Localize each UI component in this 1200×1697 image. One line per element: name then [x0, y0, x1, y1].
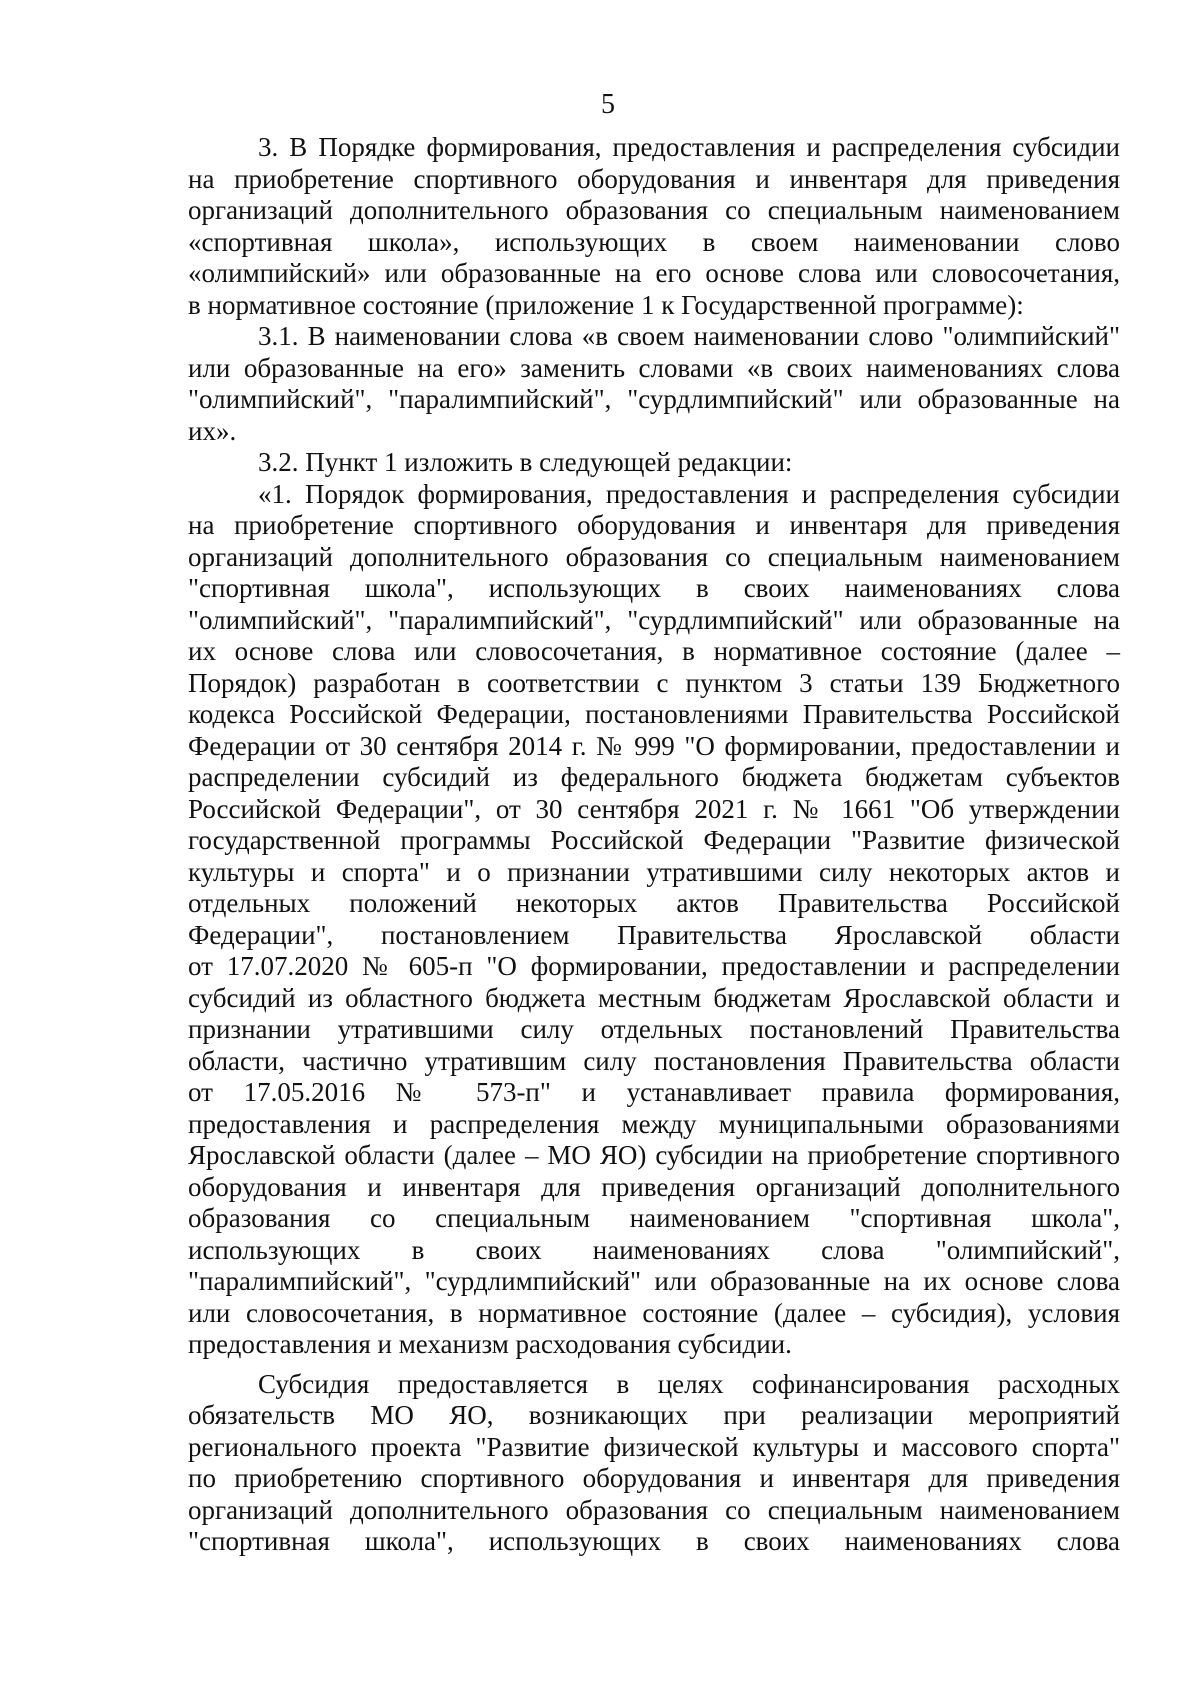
text-line: на приобретение спортивного оборудования и инвентаря для приведения: [188, 163, 1120, 194]
text-line: организаций дополнительного образования со специальным наименованием: [188, 1494, 1120, 1525]
text-line: Российской Федерации", от 30 сентября 2021 г. № 1661 "Об утверждении: [188, 793, 1120, 824]
text-line: предоставления и механизм расходования субсидии.: [188, 1329, 792, 1359]
text-line: Субсидия предоставляется в целях софинансирования расходных: [258, 1368, 1120, 1399]
text-line: организаций дополнительного образования со специальным наименованием: [188, 541, 1120, 572]
text-line: «спортивная школа», использующих в своем наименовании слово: [188, 226, 1120, 257]
page-number: 5: [601, 89, 615, 120]
text-line: использующих в своих наименованиях слова "олимпийский",: [188, 1234, 1120, 1265]
text-line: Федерации от 30 сентября 2014 г. № 999 "О формировании, предоставлении и: [188, 730, 1120, 761]
text-line: 3. В Порядке формирования, предоставления и распределения субсидии: [258, 132, 1120, 162]
paragraph-3-2: [188, 447, 1120, 479]
text-line: 3.1. В наименовании слова «в своем наименовании слово "олимпийский": [258, 321, 1120, 351]
text-line: или образованные на его» заменить словами «в своих наименованиях слова: [188, 352, 1120, 383]
text-line: организаций дополнительного образования со специальным наименованием: [188, 195, 1120, 225]
document-body: [188, 132, 1120, 1558]
paragraph-1-quoted: [188, 479, 1120, 1361]
text-line: распределении субсидий из федерального бюджета бюджетам субъектов: [188, 762, 1120, 792]
paragraph-3-1: [188, 321, 1120, 447]
text-line: их основе слова или словосочетания, в нормативное состояние (далее –: [188, 636, 1120, 666]
text-line: кодекса Российской Федерации, постановлениями Правительства Российской: [188, 699, 1120, 729]
text-line: 3.2. Пункт 1 изложить в следующей редакции:: [258, 447, 793, 477]
text-line: или словосочетания, в нормативное состояние (далее – субсидия), условия: [188, 1297, 1120, 1328]
paragraph-subsidy: [188, 1369, 1120, 1558]
text-line: «1. Порядок формирования, предоставления и распределения субсидии: [258, 478, 1120, 509]
text-line: обязательств МО ЯО, возникающих при реализации мероприятий: [188, 1400, 1120, 1430]
text-line: "паралимпийский", "сурдлимпийский" или образованные на их основе слова: [188, 1266, 1120, 1296]
text-line: оборудования и инвентаря для приведения организаций дополнительного: [188, 1171, 1120, 1202]
text-line: "олимпийский", "паралимпийский", "сурдлимпийский" или образованные на: [188, 604, 1120, 635]
text-line: культуры и спорта" и о признании утратившими силу некоторых актов и: [188, 856, 1120, 887]
text-line: на приобретение спортивного оборудования и инвентаря для приведения: [188, 510, 1120, 540]
text-line: Федерации", постановлением Правительства Ярославской области: [188, 919, 1120, 950]
text-line: «олимпийский» или образованные на его основе слова или словосочетания,: [188, 258, 1120, 288]
text-line: области, частично утратившим силу постановления Правительства области: [188, 1045, 1120, 1076]
text-line: Порядок) разработан в соответствии с пунктом 3 статьи 139 Бюджетного: [188, 667, 1120, 698]
text-line: их».: [188, 415, 237, 446]
text-line: государственной программы Российской Федерации "Развитие физической: [188, 825, 1120, 855]
text-line: от 17.07.2020 № 605-п "О формировании, предоставлении и распределении: [188, 951, 1120, 981]
text-line: в нормативное состояние (приложение 1 к Государственной программе):: [188, 289, 1024, 320]
text-line: "олимпийский", "паралимпийский", "сурдлимпийский" или образованные на: [188, 384, 1120, 414]
text-line: "спортивная школа", использующих в своих наименованиях слова: [188, 573, 1120, 603]
text-line: субсидий из областного бюджета местным бюджетам Ярославской области и: [188, 982, 1120, 1013]
text-line: Ярославской области (далее – МО ЯО) субсидии на приобретение спортивного: [188, 1140, 1120, 1170]
text-line: признании утратившими силу отдельных постановлений Правительства: [188, 1014, 1120, 1044]
text-line: образования со специальным наименованием "спортивная школа",: [188, 1203, 1120, 1233]
text-line: отдельных положений некоторых актов Правительства Российской: [188, 888, 1120, 918]
text-line: регионального проекта "Развитие физической культуры и массового спорта": [188, 1431, 1120, 1462]
paragraph-3: [188, 132, 1120, 321]
text-line: от 17.05.2016 № 573-п" и устанавливает правила формирования,: [188, 1077, 1120, 1107]
text-line: "спортивная школа", использующих в своих наименованиях слова: [188, 1526, 1120, 1556]
text-line: предоставления и распределения между муниципальными образованиями: [188, 1108, 1120, 1139]
text-line: по приобретению спортивного оборудования и инвентаря для приведения: [188, 1463, 1120, 1493]
